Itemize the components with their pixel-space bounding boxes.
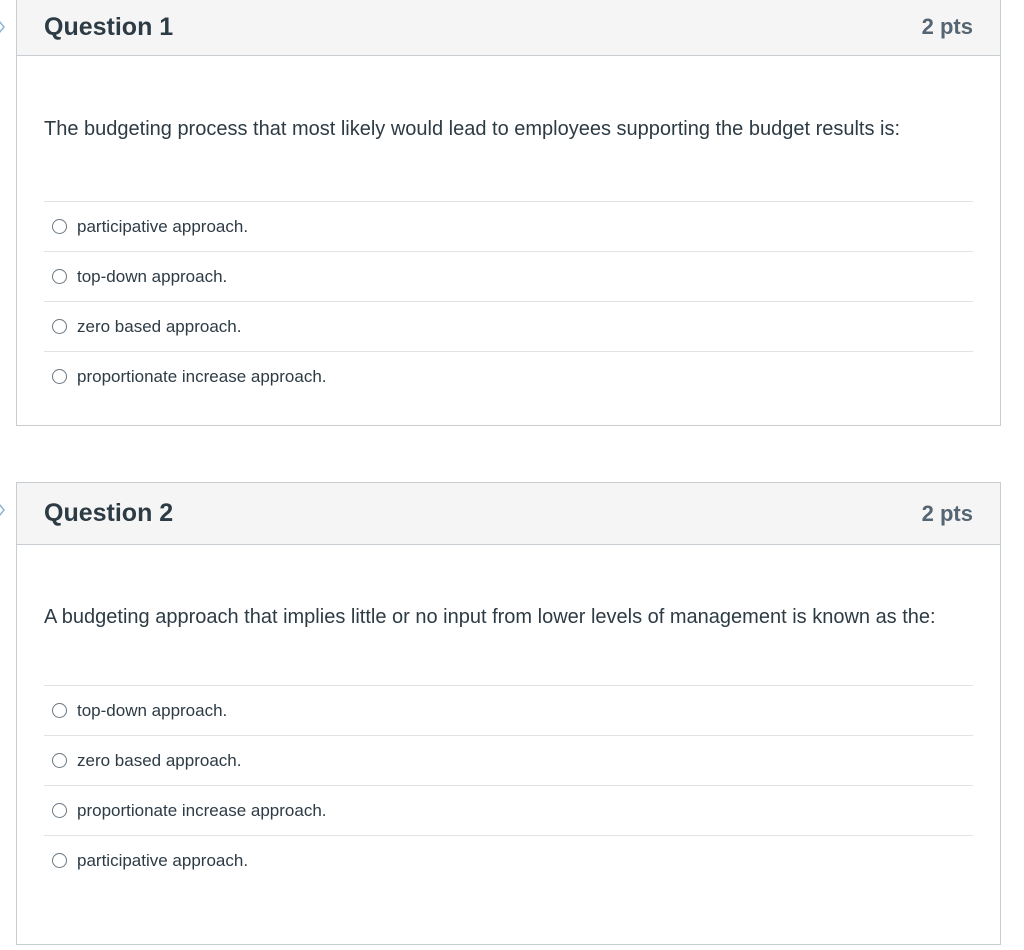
- answer-option[interactable]: [44, 251, 973, 301]
- answer-label: participative approach.: [77, 216, 249, 236]
- question-1: [16, 0, 1001, 426]
- radio-icon[interactable]: [52, 703, 67, 718]
- question-text: A budgeting approach that implies little or no input from lower levels of management is known as the:: [44, 606, 936, 628]
- answer-option[interactable]: [44, 785, 973, 835]
- answer-label: proportionate increase approach.: [77, 800, 327, 820]
- answer-label: zero based approach.: [77, 316, 242, 336]
- question-2: [16, 482, 1001, 945]
- answer-label: top-down approach.: [77, 266, 228, 286]
- question-text: The budgeting process that most likely would lead to employees supporting the budget results is:: [44, 118, 901, 140]
- answer-list: [44, 685, 973, 885]
- question-title: Question 1: [44, 12, 174, 41]
- chevron-right-icon[interactable]: [0, 503, 6, 517]
- question-header: [17, 483, 1000, 545]
- question-body: [17, 56, 1000, 401]
- radio-icon[interactable]: [52, 369, 67, 384]
- answer-label: top-down approach.: [77, 700, 228, 720]
- answer-option[interactable]: [44, 301, 973, 351]
- answer-label: proportionate increase approach.: [77, 366, 327, 386]
- answer-label: zero based approach.: [77, 750, 242, 770]
- question-points: 2 pts: [921, 500, 973, 526]
- answer-option[interactable]: [44, 685, 973, 735]
- question-points: 2 pts: [921, 14, 973, 39]
- radio-icon[interactable]: [52, 319, 67, 334]
- answer-option[interactable]: [44, 201, 973, 251]
- radio-icon[interactable]: [52, 803, 67, 818]
- answer-label: participative approach.: [77, 850, 249, 870]
- radio-icon[interactable]: [52, 219, 67, 234]
- answer-option[interactable]: [44, 351, 973, 401]
- chevron-right-icon[interactable]: [0, 20, 6, 34]
- question-header: [17, 0, 1000, 56]
- radio-icon[interactable]: [52, 853, 67, 868]
- question-body: [17, 545, 1000, 885]
- answer-option[interactable]: [44, 835, 973, 885]
- answer-option[interactable]: [44, 735, 973, 785]
- answer-list: [44, 201, 973, 401]
- radio-icon[interactable]: [52, 753, 67, 768]
- question-title: Question 2: [44, 499, 174, 527]
- radio-icon[interactable]: [52, 269, 67, 284]
